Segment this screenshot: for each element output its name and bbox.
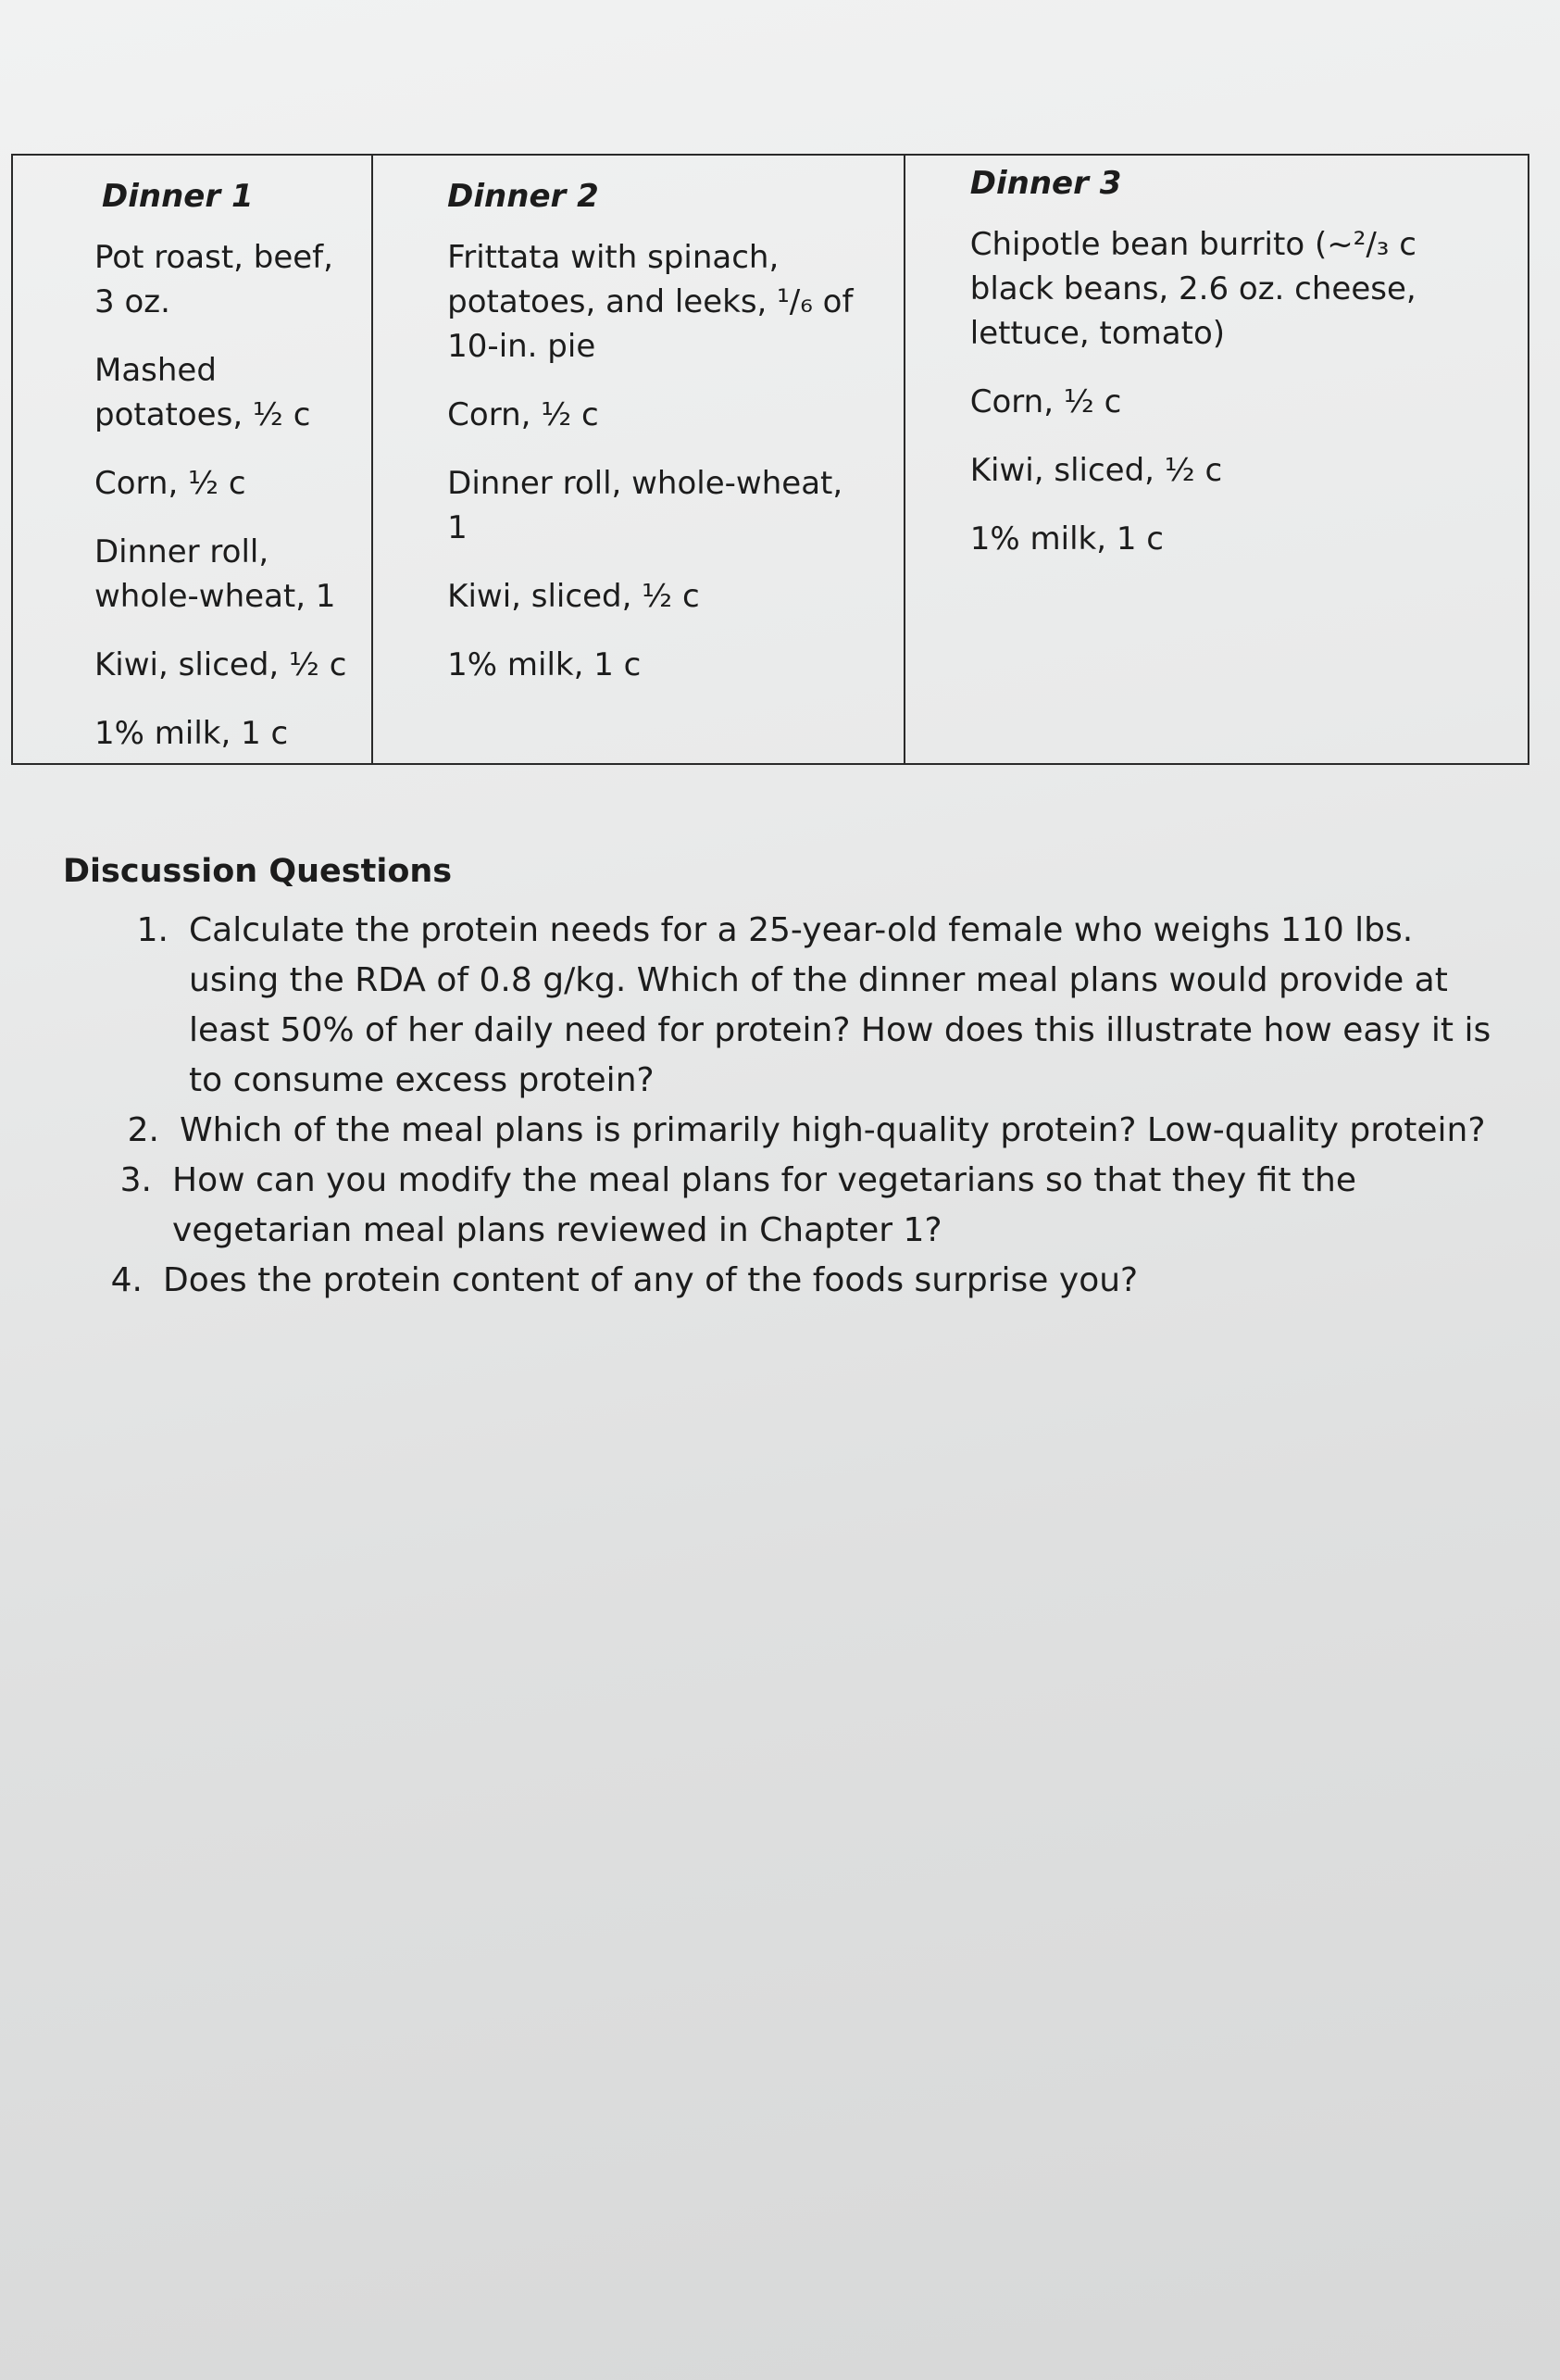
meal-plan-table xyxy=(11,154,1529,765)
question-number: 1. xyxy=(136,911,168,949)
dinner-1-item: Pot roast, beef, 3 oz. xyxy=(94,239,333,320)
dinner-3-header: Dinner 3 xyxy=(969,165,1122,202)
dinner-3-item: Kiwi, sliced, ½ c xyxy=(969,452,1223,489)
dinner-1-item: 1% milk, 1 c xyxy=(94,715,289,752)
question-item xyxy=(93,1156,1507,1256)
question-text: Does the protein content of any of the foods surprise you? xyxy=(163,1261,1139,1299)
question-item xyxy=(109,906,1507,1106)
dinner-3-item: Chipotle bean burrito (~²/₃ c black beans, 2.6 oz. cheese, lettuce, tomato) xyxy=(969,226,1416,352)
dinner-2-item: 1% milk, 1 c xyxy=(447,646,642,683)
dinner-2-item: Kiwi, sliced, ½ c xyxy=(447,578,700,615)
dinner-1-item: Dinner roll, whole-wheat, 1 xyxy=(94,533,336,615)
question-list xyxy=(63,906,1507,1306)
discussion-section xyxy=(63,848,1507,1306)
discussion-title: Discussion Questions xyxy=(63,853,453,890)
question-text: Which of the meal plans is primarily high-quality protein? Low-quality protein? xyxy=(180,1111,1486,1149)
dinner-1-item: Mashed potatoes, ½ c xyxy=(94,352,311,433)
dinner-2-item: Frittata with spinach, potatoes, and leeks, ¹/₆ of 10-in. pie xyxy=(447,239,854,365)
dinner-3-item: 1% milk, 1 c xyxy=(969,520,1164,557)
dinner-2-header: Dinner 2 xyxy=(447,178,599,215)
dinner-2-item: Corn, ½ c xyxy=(447,396,599,433)
dinner-1-header: Dinner 1 xyxy=(102,178,254,215)
dinner-1-item: Kiwi, sliced, ½ c xyxy=(94,646,347,683)
dinner-2-item: Dinner roll, whole-wheat, 1 xyxy=(447,465,843,546)
question-text: How can you modify the meal plans for vegetarians so that they fit the vegetarian meal plans reviewed in Chapter 1? xyxy=(172,1161,1356,1249)
question-text: Calculate the protein needs for a 25-year-old female who weighs 110 lbs. using the RDA of 0.8 g/kg. Which of the dinner meal plans would provide at least 50% of her daily need for protein? How does this illustrate how easy it is to consume excess protein? xyxy=(189,911,1491,1099)
dinner-1-item: Corn, ½ c xyxy=(94,465,246,502)
dinner-1-column xyxy=(13,156,371,763)
question-number: 2. xyxy=(127,1111,159,1149)
question-number: 4. xyxy=(110,1261,143,1299)
question-item xyxy=(100,1106,1507,1156)
dinner-2-column xyxy=(371,156,904,763)
question-number: 3. xyxy=(119,1161,152,1199)
dinner-3-item: Corn, ½ c xyxy=(969,383,1122,420)
question-item xyxy=(83,1256,1507,1306)
dinner-3-column xyxy=(904,156,1528,763)
